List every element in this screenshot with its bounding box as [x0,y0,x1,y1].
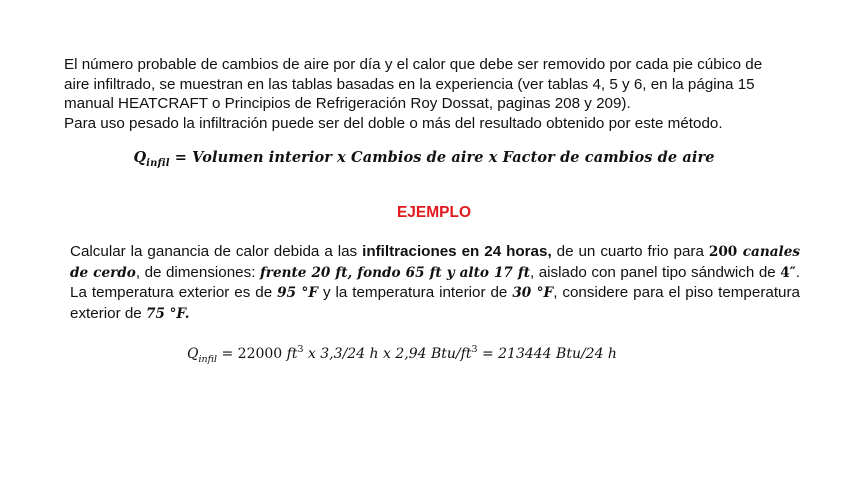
example-paragraph [70,242,800,324]
example-text: Calcular la ganancia de calor debida a las [70,243,363,260]
intro-line: El número probable de cambios de aire por día y el calor que debe ser removido por cada pie cúbico de [64,56,763,73]
example-text: . La temperatura exterior es de [70,263,801,302]
result-formula [187,344,617,365]
example-math: 95 °F [277,285,318,302]
formula-exponent: 3 [297,344,304,355]
infiltration-formula [0,149,848,169]
formula-rhs: = Volumen interior x Cambios de aire x Factor de cambios de aire [169,149,715,166]
example-math: canales de cerdo [70,244,800,281]
example-math: 200 [708,244,738,260]
example-bold: infiltraciones en 24 horas, [362,243,552,260]
intro-line: manual HEATCRAFT o Principios de Refrigeración Roy Dossat, paginas 208 y 209). [64,95,631,112]
intro-paragraph [64,55,800,133]
example-text: , de dimensiones: [135,263,260,281]
formula-middle: x 3,3/24 h x 2,94 Btu/ft [303,346,472,362]
formula-subscript: infil [198,354,218,365]
formula-subscript: infil [146,158,170,169]
example-math: 4″ [780,264,796,281]
formula-value: = 22000 [217,346,287,362]
example-math: 75 °F. [145,305,190,322]
formula-unit: ft [286,346,298,362]
example-heading: EJEMPLO [396,204,472,221]
formula-result: = 213444 Btu/24 h [477,346,617,362]
example-text: , aislado con panel tipo sándwich de [530,263,781,281]
formula-symbol: Q [133,149,147,166]
example-text: y la temperatura interior de [317,284,513,302]
formula-exponent: 3 [471,344,478,355]
example-math: 30 °F [512,285,554,302]
intro-line: Para uso pesado la infiltración puede ser del doble o más del resultado obtenido por este método. [64,114,723,132]
example-text: de un cuarto frio para [551,243,709,260]
example-math: frente 20 ft, fondo 65 ft y alto 17 ft [259,264,531,281]
example-text: , considere para el piso temperatura exterior de [70,284,801,322]
formula-symbol: Q [187,346,199,362]
intro-line: aire infiltrado, se muestran en las tablas basadas en la experiencia (ver tablas 4, 5 y 6, en la página 15 [64,75,755,93]
